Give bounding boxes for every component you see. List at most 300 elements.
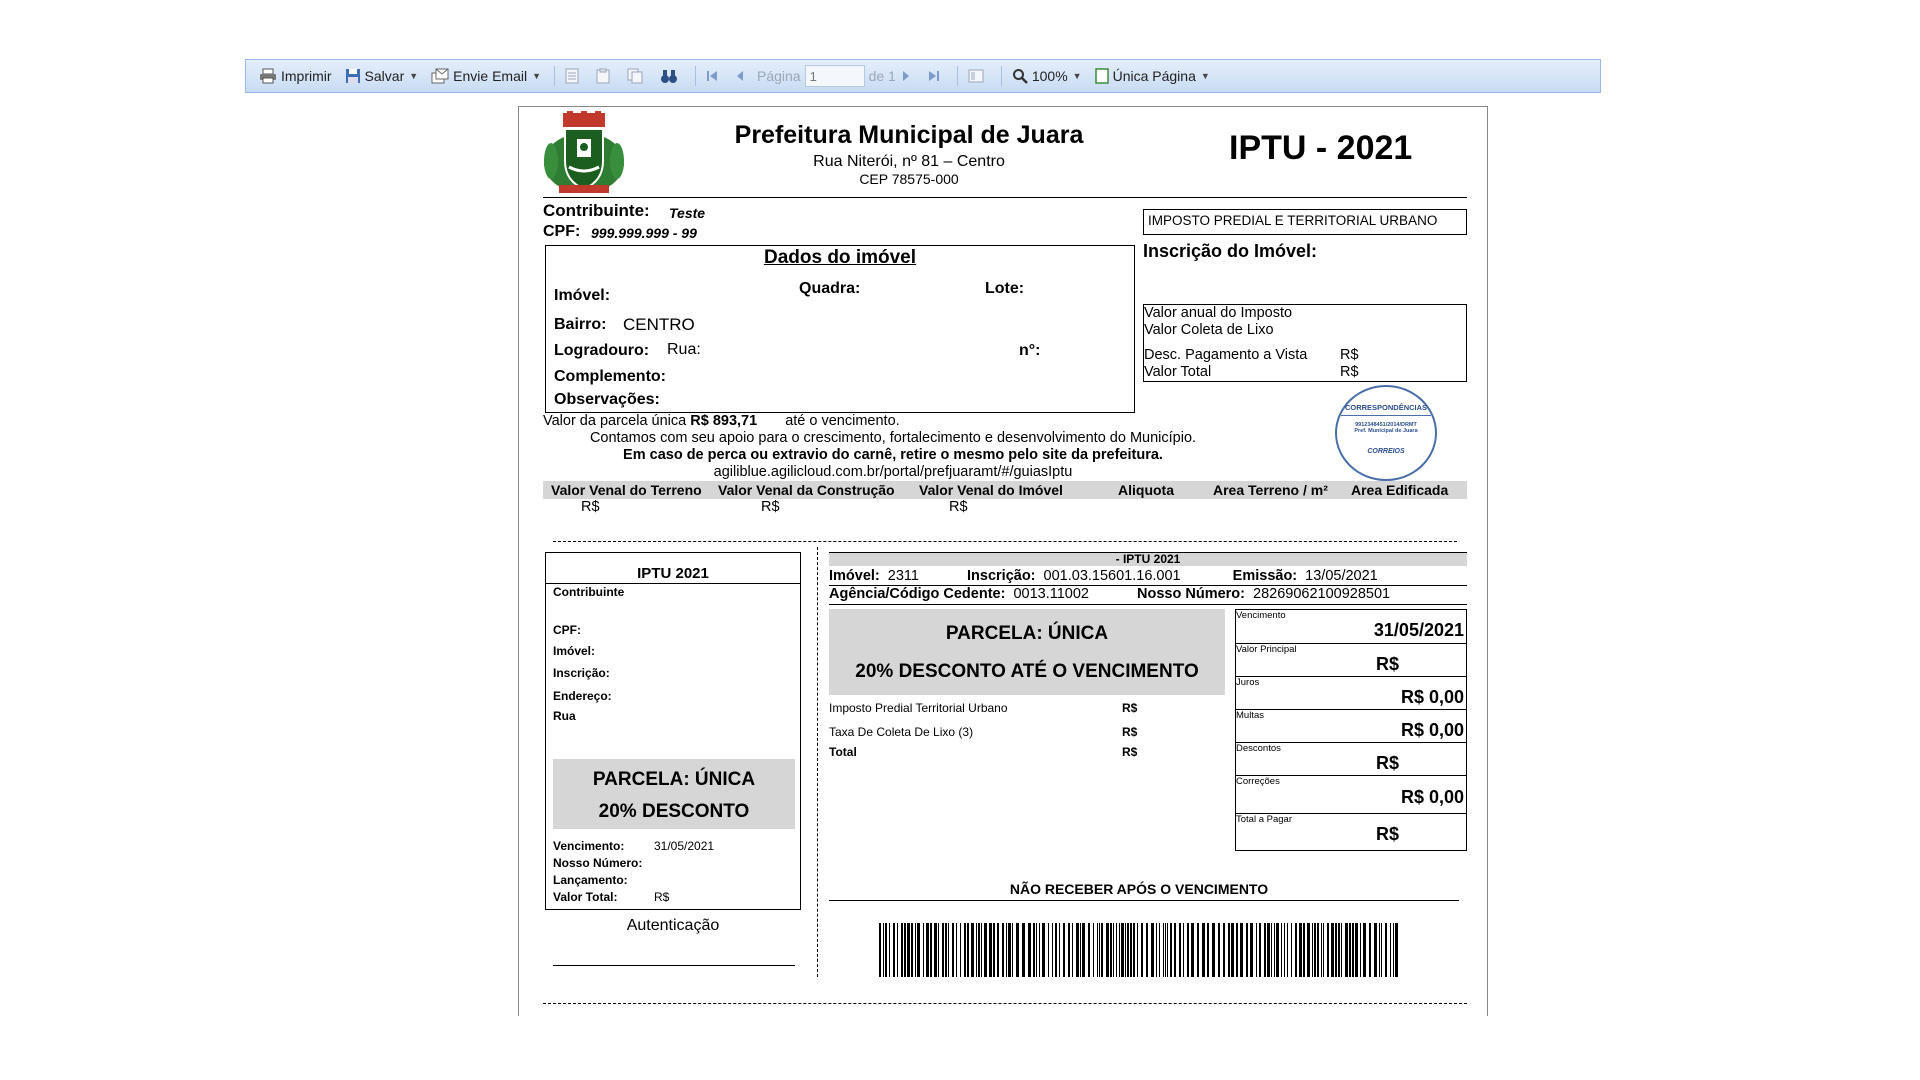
first-page-icon (706, 69, 718, 83)
quadra-label: Quadra: (799, 280, 861, 297)
barcode-bar (1352, 923, 1354, 977)
barcode-bar (1106, 923, 1109, 977)
stub-autenticacao: Autenticação (626, 917, 720, 934)
descontos-box-value: R$ (1376, 753, 1400, 773)
barcode-bar (1191, 923, 1194, 977)
barcode-bar (1281, 923, 1282, 977)
barcode-bar (923, 923, 924, 977)
barcode-bar (1335, 923, 1337, 977)
barcode-bar (1338, 923, 1340, 977)
print-label: Imprimir (281, 68, 332, 84)
valor-total-label: Valor Total (1144, 364, 1212, 380)
slip-value-row-correcoes (1236, 776, 1466, 814)
slip-emissao-label: Emissão: (1232, 568, 1298, 584)
barcode-bar (1299, 923, 1302, 977)
barcode-bar (1110, 923, 1112, 977)
barcode-bar (1314, 923, 1316, 977)
stub-cpf-label: CPF: (553, 623, 581, 637)
barcode-bar (964, 923, 966, 977)
barcode-bar (1101, 923, 1103, 977)
juros-box-label: Juros (1236, 677, 1260, 688)
barcode-bar (1006, 923, 1007, 977)
stub-desconto-text: 20% DESCONTO (598, 801, 750, 822)
clipboard-icon (596, 68, 610, 84)
total-pagar-box-label: Total a Pagar (1236, 814, 1292, 825)
barcode-bar (1156, 923, 1157, 977)
juros-box-value: R$ 0,00 (1400, 687, 1464, 707)
barcode-bar (1099, 923, 1100, 977)
vencimento-box-value: 31/05/2021 (1373, 620, 1464, 640)
stamp-top-text: CORRESPONDÊNCIAS (1344, 403, 1428, 412)
barcode-bar (1223, 923, 1225, 977)
parcela-unica-note (543, 413, 900, 429)
barcode-bar (948, 923, 949, 977)
zoom-button[interactable] (1007, 63, 1087, 89)
barcode-bar (1231, 923, 1234, 977)
header-aliquota: Aliquota (1118, 482, 1174, 498)
table-cell-terreno: R$ (581, 499, 600, 515)
barcode-bar (984, 923, 987, 977)
slip-value-row-total (1236, 814, 1466, 850)
barcode-bar (1016, 923, 1019, 977)
barcode-bar (1130, 923, 1132, 977)
document-icon (565, 68, 579, 84)
barcode-bar (1379, 923, 1380, 977)
coat-of-arms-logo (541, 111, 627, 197)
stub-valor-total-value: R$ (654, 890, 670, 904)
barcode-bar (1321, 923, 1322, 977)
barcode-bar (1088, 923, 1090, 977)
barcode-bar (1146, 923, 1148, 977)
barcode-bar (1163, 923, 1164, 977)
multas-box-value: R$ 0,00 (1400, 720, 1464, 740)
barcode-bar (1133, 923, 1135, 977)
slip-inscricao-value: 001.03.15601.16.001 (1043, 568, 1181, 584)
barcode-bar (1381, 923, 1382, 977)
barcode-bar (1072, 923, 1073, 977)
barcode-bar (981, 923, 982, 977)
slip-emissao-value: 13/05/2021 (1305, 568, 1378, 584)
stub-valor-total-label: Valor Total: (553, 890, 618, 904)
binoculars-icon (660, 68, 678, 84)
barcode-bar (1042, 923, 1045, 977)
save-button[interactable] (340, 63, 424, 89)
email-label: Envie Email (453, 68, 528, 84)
barcode-bar (1039, 923, 1040, 977)
barcode-bar (1113, 923, 1114, 977)
barcode-bar (1174, 923, 1176, 977)
barcode-bar (1264, 923, 1266, 977)
barcode-bar (1179, 923, 1181, 977)
barcode-bar (1331, 923, 1334, 977)
barcode-bar (1187, 923, 1189, 977)
cut-button[interactable] (560, 63, 588, 89)
single-page-icon (1095, 68, 1109, 84)
stub-vencimento-value: 31/05/2021 (654, 839, 715, 853)
barcode-bar (1345, 923, 1348, 977)
full-screen-icon (968, 69, 984, 83)
city-hall-cep: CEP 78575-000 (859, 171, 959, 187)
print-button[interactable] (254, 63, 337, 89)
barcode-bar (1033, 923, 1035, 977)
previous-page-icon (735, 69, 745, 83)
support-note: Contamos com seu apoio para o crescimento, fortalecimento e desenvolvimento do Município. (589, 430, 1197, 446)
slip-item-value-total: R$ (1122, 745, 1138, 759)
stub-nosso-numero-label: Nosso Número: (553, 856, 643, 870)
parcela-value: R$ 893,71 (690, 413, 758, 429)
header-valor-venal-construcao: Valor Venal da Construção (718, 482, 895, 498)
slip-agencia-value: 0013.11002 (1013, 586, 1089, 602)
inscricao-imovel-label: Inscrição do Imóvel: (1143, 241, 1318, 261)
barcode-bar (1059, 923, 1060, 977)
barcode-bar (1151, 923, 1154, 977)
stamp-contract-text: 9912348451/2014/DRMT (1355, 422, 1417, 428)
principal-box-value: R$ (1376, 654, 1400, 674)
barcode-bar (1303, 923, 1305, 977)
slip-item-label-2: Taxa De Coleta De Lixo (3) (829, 725, 974, 739)
stamp-org-text: Pref. Municipal de Juara (1354, 428, 1418, 434)
toolbar-separator (554, 66, 555, 86)
barcode-bar (915, 923, 916, 977)
barcode-bar (1393, 923, 1394, 977)
barcode-bar (1287, 923, 1288, 977)
barcode-bar (1170, 923, 1172, 977)
barcode-bar (1048, 923, 1049, 977)
barcode-bar (1240, 923, 1243, 977)
barcode-bar (1395, 923, 1398, 977)
descontos-box-label: Descontos (1236, 743, 1281, 754)
barcode-bar (1197, 923, 1199, 977)
slip-parcela-text: PARCELA: ÚNICA (945, 623, 1109, 644)
barcode-bar (978, 923, 980, 977)
barcode-bar (1267, 923, 1270, 977)
barcode-bar (997, 923, 999, 977)
save-label: Salvar (364, 68, 405, 84)
desc-vista-label: Desc. Pagamento a Vista (1144, 347, 1308, 363)
barcode-bar (1080, 923, 1081, 977)
multas-box-label: Multas (1236, 710, 1264, 721)
barcode-bar (901, 923, 903, 977)
slip-item-label-1: Imposto Predial Territorial Urbano (829, 701, 1008, 715)
barcode-bar (1183, 923, 1184, 977)
barcode-bar (1360, 923, 1361, 977)
stub-title-divider (546, 583, 800, 584)
barcode-bar (1317, 923, 1319, 977)
barcode-bar (1307, 923, 1310, 977)
slip-value-row-descontos (1236, 743, 1466, 776)
tax-name-box: IMPOSTO PREDIAL E TERRITORIAL URBANO (1143, 209, 1467, 235)
barcode-bar (956, 923, 957, 977)
barcode-bar (1137, 923, 1138, 977)
barcode-bar (989, 923, 992, 977)
slip-item-label-total: Total (829, 745, 857, 759)
slip-nosso-numero-value: 28269062100928501 (1253, 586, 1391, 602)
barcode-bar (1236, 923, 1238, 977)
slip-parcela-banner (829, 609, 1225, 695)
email-icon (431, 68, 449, 84)
report-page (518, 106, 1488, 1016)
table-cell-construcao: R$ (761, 499, 780, 515)
next-page-button[interactable] (896, 63, 920, 89)
barcode-bar (930, 923, 932, 977)
property-data-title: Dados do imóvel (763, 247, 917, 268)
barcode-bar (1055, 923, 1057, 977)
view-mode-button[interactable] (1090, 63, 1215, 89)
barcode-bar (897, 923, 898, 977)
barcode-bar (1036, 923, 1037, 977)
barcode-bar (1284, 923, 1285, 977)
barcode (879, 923, 1399, 977)
complemento-label: Complemento: (554, 368, 666, 385)
barcode-bar (907, 923, 910, 977)
stub-parcela-banner (553, 759, 795, 829)
signature-line (553, 965, 795, 966)
logradouro-label: Logradouro: (554, 342, 650, 359)
stub-contribuinte-label: Contribuinte (553, 585, 625, 599)
slip-title: - IPTU 2021 (1115, 552, 1181, 566)
barcode-bar (1127, 923, 1129, 977)
barcode-bar (1022, 923, 1025, 977)
find-button[interactable] (655, 63, 687, 89)
paste-button[interactable] (591, 63, 619, 89)
correcoes-box-label: Correções (1236, 776, 1280, 787)
barcode-bar (917, 923, 920, 977)
bairro-label: Bairro: (554, 316, 607, 333)
view-mode-label: Única Página (1112, 68, 1196, 84)
barcode-bar (1369, 923, 1371, 977)
stub-vencimento-label: Vencimento: (553, 839, 625, 853)
barcode-bar (1167, 923, 1168, 977)
slip-info-row-2 (829, 586, 1467, 602)
logradouro-value: Rua: (667, 341, 701, 358)
slip-item-value-1: R$ (1122, 701, 1138, 715)
barcode-bar (1008, 923, 1011, 977)
barcode-bar (1390, 923, 1391, 977)
barcode-bar (1212, 923, 1215, 977)
barcode-bar (1271, 923, 1272, 977)
city-hall-name: Prefeitura Municipal de Juara (734, 121, 1084, 149)
barcode-bar (1374, 923, 1377, 977)
barcode-bar (904, 923, 906, 977)
header-divider (543, 197, 1467, 198)
barcode-bar (1341, 923, 1342, 977)
toolbar-separator (1001, 66, 1002, 86)
header-area-terreno: Area Terreno / m² (1213, 482, 1328, 498)
barcode-bar (1323, 923, 1324, 977)
cpf-value: 999.999.999 - 99 (591, 225, 697, 241)
cut-line-bottom (543, 1003, 1467, 1004)
email-button[interactable] (426, 63, 546, 89)
save-dropdown-icon[interactable]: ▼ (409, 71, 419, 81)
header-valor-venal-terreno: Valor Venal do Terreno (551, 482, 702, 498)
stub-lancamento-label: Lançamento: (553, 873, 628, 887)
barcode-bar (1349, 923, 1351, 977)
slip-title-bar (829, 552, 1467, 566)
slip-desconto-text: 20% DESCONTO ATÉ O VENCIMENTO (855, 661, 1199, 682)
stub-title: IPTU 2021 (637, 565, 709, 582)
observacoes-label: Observações: (554, 391, 660, 408)
barcode-bar (1159, 923, 1160, 977)
barcode-bar (1246, 923, 1248, 977)
cpf-label: CPF: (543, 223, 581, 240)
contribuinte-value: Teste (669, 205, 706, 221)
toolbar-separator (957, 66, 958, 86)
barcode-bar (1363, 923, 1366, 977)
first-page-button[interactable] (701, 63, 727, 89)
barcode-bar (1202, 923, 1205, 977)
barcode-bar (934, 923, 937, 977)
view-mode-dropdown-icon[interactable]: ▼ (1200, 71, 1210, 81)
zoom-label: 100% (1031, 68, 1068, 84)
stub-endereco-value: Rua (553, 709, 576, 723)
barcode-bar (1082, 923, 1085, 977)
barcode-bar (1063, 923, 1065, 977)
vertical-cut-line (817, 547, 818, 977)
slip-bottom-divider (829, 900, 1459, 901)
barcode-bar (911, 923, 913, 977)
email-dropdown-icon[interactable]: ▼ (532, 71, 541, 81)
barcode-bar (1119, 923, 1120, 977)
correios-stamp (1335, 385, 1437, 481)
barcode-bar (945, 923, 947, 977)
barcode-bar (1276, 923, 1279, 977)
copy-button[interactable] (622, 63, 652, 89)
header-area-edificada: Area Edificada (1351, 482, 1449, 498)
city-hall-address: Rua Niterói, nº 81 – Centro (813, 153, 1005, 170)
barcode-bar (889, 923, 890, 977)
page-count: de 1 (868, 68, 896, 84)
next-page-icon (901, 69, 911, 83)
slip-value-row-multas (1236, 710, 1466, 743)
slip-value-row-juros (1236, 677, 1466, 710)
barcode-bar (1218, 923, 1220, 977)
barcode-bar (1012, 923, 1013, 977)
barcode-bar (885, 923, 887, 977)
document-title: IPTU - 2021 (1229, 129, 1413, 167)
barcode-bar (1291, 923, 1292, 977)
slip-imovel-value: 2311 (887, 568, 919, 584)
barcode-bar (1052, 923, 1053, 977)
stub-endereco-label: Endereço: (553, 689, 612, 703)
barcode-bar (879, 923, 881, 977)
slip-agencia-label: Agência/Código Cedente: (829, 586, 1006, 602)
bairro-value: CENTRO (623, 315, 695, 334)
slip-info-row-1 (829, 568, 1467, 584)
parcela-suffix: até o vencimento. (785, 413, 900, 429)
barcode-bar (1327, 923, 1329, 977)
slip-row-divider-2 (829, 604, 1467, 605)
barcode-bar (938, 923, 939, 977)
cut-line-top (553, 541, 1457, 542)
table-cell-imovel: R$ (949, 499, 968, 515)
slip-item-value-2: R$ (1122, 725, 1138, 739)
last-page-button[interactable] (923, 63, 949, 89)
values-table-header (543, 481, 1467, 499)
barcode-bar (1028, 923, 1031, 977)
barcode-bar (1207, 923, 1209, 977)
barcode-bar (1125, 923, 1126, 977)
lote-label: Lote: (985, 280, 1025, 297)
stub-parcela-text: PARCELA: ÚNICA (592, 769, 756, 790)
slip-value-row-vencimento (1236, 610, 1466, 644)
desc-vista-value: R$ (1340, 347, 1359, 363)
barcode-bar (967, 923, 969, 977)
report-toolbar (245, 59, 1601, 93)
copy-icon (627, 68, 643, 84)
barcode-bar (1228, 923, 1230, 977)
barcode-bar (942, 923, 944, 977)
barcode-bar (976, 923, 977, 977)
page-label: Página (757, 68, 801, 84)
valor-total-value: R$ (1340, 364, 1359, 380)
barcode-bar (1295, 923, 1297, 977)
magnifier-icon (1012, 68, 1028, 84)
barcode-bar (1250, 923, 1253, 977)
toolbar-separator (695, 66, 696, 86)
barcode-bar (1068, 923, 1070, 977)
portal-url: agiliblue.agilicloud.com.br/portal/prefjuaramt/#/guiasIptu (713, 464, 1073, 480)
stamp-bottom-text: CORREIOS (1367, 448, 1405, 455)
barcode-bar (1076, 923, 1079, 977)
stub-inscricao-label: Inscrição: (553, 666, 610, 680)
principal-box-label: Valor Principal (1236, 644, 1297, 655)
contribuinte-label: Contribuinte: (543, 201, 650, 220)
slip-nosso-numero-label: Nosso Número: (1137, 586, 1245, 602)
vencimento-box-label: Vencimento (1236, 610, 1286, 621)
barcode-bar (971, 923, 974, 977)
barcode-bar (993, 923, 995, 977)
last-page-icon (928, 69, 940, 83)
valor-anual-label: Valor anual do Imposto (1144, 305, 1293, 321)
nao-receber-notice: NÃO RECEBER APÓS O VENCIMENTO (1009, 881, 1269, 897)
barcode-bar (1355, 923, 1358, 977)
previous-page-button[interactable] (730, 63, 754, 89)
barcode-bar (1121, 923, 1124, 977)
full-screen-button[interactable] (963, 63, 993, 89)
barcode-bar (1116, 923, 1117, 977)
numero-label: n°: (1019, 342, 1041, 359)
barcode-bar (952, 923, 954, 977)
slip-imovel-label: Imóvel: (829, 568, 880, 584)
loss-note: Em caso de perca ou extravio do carnê, retire o mesmo pelo site da prefeitura. (623, 447, 1163, 463)
barcode-bar (1141, 923, 1143, 977)
correcoes-box-value: R$ 0,00 (1400, 787, 1464, 807)
barcode-bar (893, 923, 895, 977)
barcode-bar (1259, 923, 1261, 977)
barcode-bar (1385, 923, 1387, 977)
printer-icon (259, 68, 277, 84)
slip-value-row-principal (1236, 644, 1466, 677)
barcode-bar (1093, 923, 1094, 977)
barcode-bar (1165, 923, 1166, 977)
barcode-bar (1097, 923, 1098, 977)
barcode-bar (926, 923, 929, 977)
floppy-disk-icon (345, 68, 361, 84)
valor-coleta-label: Valor Coleta de Lixo (1144, 322, 1274, 338)
total-pagar-box-value: R$ (1376, 824, 1400, 844)
barcode-bar (883, 923, 884, 977)
imovel-label: Imóvel: (554, 287, 611, 304)
slip-inscricao-label: Inscrição: (967, 568, 1036, 584)
barcode-bar (960, 923, 961, 977)
zoom-dropdown-icon[interactable]: ▼ (1072, 71, 1082, 81)
page-number-input[interactable] (805, 65, 865, 87)
barcode-bar (1312, 923, 1313, 977)
barcode-bar (1274, 923, 1275, 977)
barcode-bar (1256, 923, 1257, 977)
parcela-prefix: Valor da parcela única (543, 413, 687, 429)
stub-imovel-label: Imóvel: (553, 644, 596, 658)
